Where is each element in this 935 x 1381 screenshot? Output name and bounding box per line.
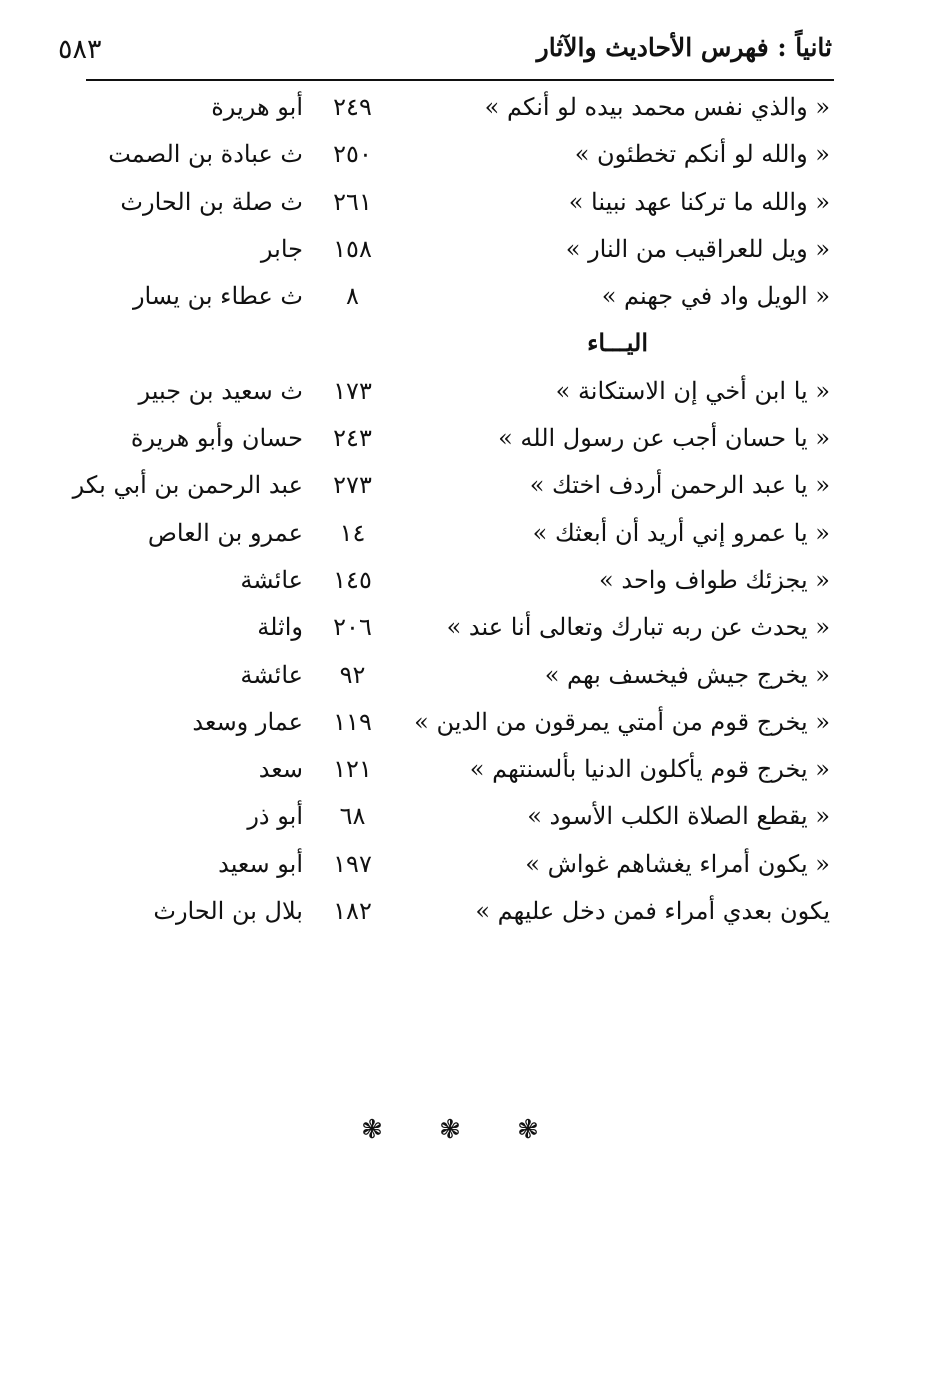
asterism-icon: ❃	[361, 1115, 383, 1145]
hadith-number: ١٥٨	[333, 234, 372, 263]
hadith-text: « والله ما تركنا عهد نبينا »	[568, 187, 830, 216]
narrator-name: ث عبادة بن الصمت	[108, 140, 303, 169]
index-entry	[0, 226, 935, 273]
hadith-number: ١٨٢	[333, 897, 372, 926]
hadith-number: ١٤٥	[333, 565, 372, 594]
hadith-text: « والذي نفس محمد بيده لو أنكم »	[484, 93, 830, 121]
index-entry	[0, 557, 935, 604]
narrator-name: أبو سعيد	[218, 849, 303, 878]
hadith-number: ١٧٣	[333, 376, 372, 405]
hadith-text: « يا ابن أخي إن الاستكانة »	[555, 376, 830, 405]
index-entry	[0, 652, 935, 699]
hadith-text: يكون بعدي أمراء فمن دخل عليهم »	[475, 897, 830, 926]
page-number: ٥٨٣	[58, 34, 102, 65]
hadith-text: « يا عبد الرحمن أردف اختك »	[529, 471, 830, 500]
narrator-name: ث عطاء بن يسار	[132, 282, 303, 311]
hadith-number: ٩٢	[339, 660, 366, 689]
index-entry	[0, 888, 935, 935]
narrator-name: ث سعيد بن جبير	[138, 376, 303, 405]
index-entry	[0, 699, 935, 746]
narrator-name: عمرو بن العاص	[147, 518, 303, 547]
hadith-number: ٢٧٣	[333, 471, 372, 500]
section-heading-row	[0, 320, 935, 367]
narrator-name: عائشة	[240, 565, 303, 594]
narrator-name: أبو هريرة	[211, 93, 303, 121]
narrator-name: عبد الرحمن بن أبي بكر	[72, 471, 303, 500]
asterism-icon: ❃	[517, 1115, 539, 1145]
narrator-name: واثلة	[257, 613, 303, 642]
hadith-number: ١٢١	[333, 755, 372, 784]
narrator-name: ث صلة بن الحارث	[120, 187, 303, 216]
index-entry	[0, 841, 935, 888]
index-entry	[0, 179, 935, 226]
hadith-number: ٢٤٣	[333, 424, 372, 453]
hadith-text: « ويل للعراقيب من النار »	[565, 234, 830, 263]
hadith-number: ١٤	[339, 518, 366, 547]
hadith-text: « يا حسان أجب عن رسول الله »	[498, 424, 830, 453]
index-entry	[0, 415, 935, 462]
hadith-text: « يجزئك طواف واحد »	[599, 565, 830, 594]
hadith-index-list	[0, 84, 935, 935]
narrator-name: جابر	[260, 234, 303, 263]
hadith-text: « الويل واد في جهنم »	[601, 282, 830, 311]
hadith-text: « والله لو أنكم تخطئون »	[574, 140, 830, 169]
header-rule	[86, 79, 834, 81]
hadith-number: ٢٤٩	[333, 93, 372, 121]
hadith-number: ٢٥٠	[333, 140, 372, 169]
narrator-name: سعد	[258, 755, 303, 784]
index-entry	[0, 462, 935, 509]
running-title: ثانياً : فهرس الأحاديث والآثار	[536, 33, 832, 62]
index-entry	[0, 604, 935, 651]
narrator-name: بلال بن الحارث	[153, 897, 303, 926]
hadith-text: « يكون أمراء يغشاهم غواش »	[525, 849, 830, 878]
hadith-text: « يا عمرو إني أريد أن أبعثك »	[532, 518, 830, 547]
hadith-text: « يحدث عن ربه تبارك وتعالى أنا عند »	[446, 613, 830, 642]
hadith-number: ٨	[346, 282, 359, 311]
narrator-name: حسان وأبو هريرة	[130, 424, 303, 453]
hadith-number: ٢٠٦	[333, 613, 372, 642]
hadith-number: ١٩٧	[333, 849, 372, 878]
index-entry	[0, 793, 935, 840]
hadith-text: « يقطع الصلاة الكلب الأسود »	[527, 802, 830, 831]
hadith-number: ٢٦١	[333, 187, 372, 216]
hadith-number: ٦٨	[339, 802, 366, 831]
hadith-text: « يخرج قوم من أمتي يمرقون من الدين »	[414, 707, 830, 736]
hadith-text: « يخرج جيش فيخسف بهم »	[544, 660, 830, 689]
hadith-number: ١١٩	[333, 707, 372, 736]
index-entry	[0, 368, 935, 415]
narrator-name: عائشة	[240, 660, 303, 689]
narrator-name: أبو ذر	[247, 802, 303, 831]
index-entry	[0, 510, 935, 557]
end-ornament	[350, 1117, 550, 1143]
index-entry	[0, 273, 935, 320]
narrator-name: عمار وسعد	[192, 707, 303, 736]
hadith-text: « يخرج قوم يأكلون الدنيا بألسنتهم »	[469, 755, 830, 784]
index-entry	[0, 746, 935, 793]
asterism-icon: ❃	[439, 1115, 461, 1145]
section-heading: اليـــاء	[587, 328, 648, 358]
index-entry	[0, 131, 935, 178]
index-entry	[0, 84, 935, 131]
